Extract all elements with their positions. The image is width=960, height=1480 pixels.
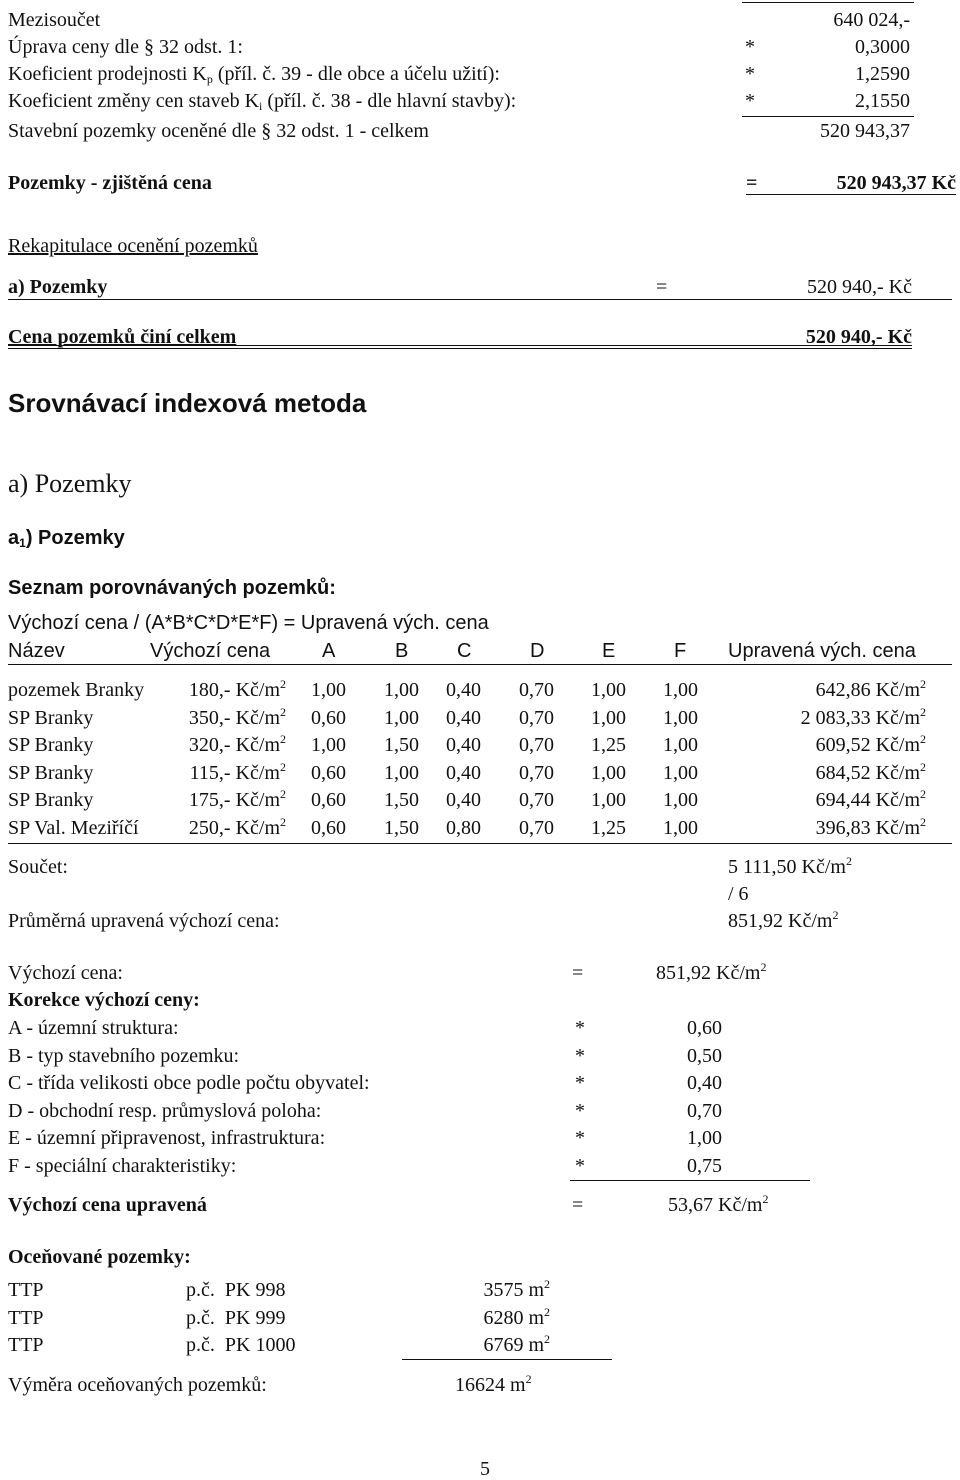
correction-row-op: * (575, 1155, 585, 1177)
table-cell-f: 1,00 (663, 706, 698, 729)
valued-row-parcel: p.č. PK 998 (186, 1279, 286, 1301)
correction-row-label: B - typ stavebního pozemku: (8, 1044, 240, 1067)
correction-title: Korekce výchozí ceny: (8, 989, 200, 1011)
table-cell-c: 0,40 (446, 734, 481, 757)
found-price-underline (746, 194, 956, 195)
valued-row-area: 6280 $m^2$ (483, 1304, 550, 1329)
valued-row-type: TTP (8, 1334, 44, 1357)
subtotal-label: Mezisoučet (8, 9, 101, 31)
table-bottom-rule (8, 843, 952, 844)
correction-row-label: E - územní připravenost, infrastruktura: (8, 1127, 326, 1150)
table-cell-e: 1,00 (591, 679, 626, 701)
table-cell-adjusted: 2 083,33 $Kč/m^2$ (800, 704, 926, 729)
valued-rule (402, 1359, 612, 1360)
base-price-value: 851,92 $Kč/m^2$ (656, 960, 767, 984)
correction-rule (570, 1180, 810, 1181)
table-cell-a: 1,00 (311, 734, 346, 757)
table-cell-d: 0,70 (519, 817, 554, 839)
adjusted-price-eq: = (572, 1194, 584, 1216)
method-title: Srovnávací indexová metoda (8, 388, 367, 418)
summary-row-value: 0,3000 (855, 36, 910, 58)
table-header-b: B (395, 640, 409, 662)
table-cell-e: 1,00 (591, 706, 626, 729)
table-cell-adjusted: 694,44 $Kč/m^2$ (815, 787, 926, 812)
recap-total-rule-2 (8, 348, 912, 349)
summary-row-op: * (745, 36, 755, 58)
valued-row-area: 3575 $m^2$ (483, 1277, 550, 1301)
correction-row-label: A - územní struktura: (8, 1017, 179, 1039)
summary-row-op: * (745, 63, 755, 85)
summary-total-label: Stavební pozemky oceněné dle § 32 odst. 1 - celkem (8, 120, 429, 142)
correction-row-value: 1,00 (687, 1127, 722, 1150)
table-header-c: C (457, 640, 472, 662)
found-price-value: 520 943,37 Kč (836, 172, 956, 194)
summary-row-label: Koeficient prodejnosti $K_p$ (příl. č. 39 - dle obce a účelu užití): (8, 63, 500, 86)
average-value: 851,92 $Kč/m^2$ (728, 908, 839, 932)
table-cell-f: 1,00 (663, 761, 698, 784)
table-cell-price: 115,- $Kč/m^2$ (189, 759, 286, 784)
table-header-rule (8, 664, 952, 665)
table-cell-d: 0,70 (519, 789, 554, 812)
table-cell-e: 1,00 (591, 789, 626, 812)
table-cell-d: 0,70 (519, 706, 554, 729)
table-cell-a: 0,60 (311, 817, 346, 839)
correction-row-label: F - speciální charakteristiky: (8, 1155, 237, 1177)
table-cell-b: 1,50 (384, 817, 419, 839)
table-cell-adjusted: 642,86 $Kč/m^2$ (815, 677, 926, 701)
summary-row-label: Koeficient změny cen staveb $K_i$ (příl. č. 38 - dle hlavní stavby): (8, 90, 517, 113)
table-cell-price: 175,- $Kč/m^2$ (188, 787, 286, 812)
table-cell-name: SP Branky (8, 706, 94, 729)
table-cell-adjusted: 609,52 $Kč/m^2$ (815, 732, 926, 757)
found-price-eq: = (746, 172, 758, 194)
table-cell-adjusted: 396,83 $Kč/m^2$ (815, 815, 926, 839)
table-cell-d: 0,70 (519, 761, 554, 784)
table-cell-e: 1,25 (591, 734, 626, 757)
sum-divisor: / 6 (728, 883, 749, 905)
table-cell-b: 1,00 (384, 761, 419, 784)
valued-title: Oceňované pozemky: (8, 1246, 191, 1268)
correction-row-op: * (575, 1017, 585, 1039)
table-cell-f: 1,00 (663, 679, 698, 701)
table-cell-e: 1,25 (591, 817, 626, 839)
sum-label: Součet: (8, 856, 68, 878)
correction-row-op: * (575, 1099, 585, 1122)
table-cell-price: 250,- $Kč/m^2$ (188, 815, 286, 839)
correction-row-value: 0,60 (687, 1017, 722, 1039)
recap-total-label: Cena pozemků činí celkem (8, 326, 237, 348)
subtotal-top-rule (742, 2, 914, 3)
table-cell-a: 1,00 (311, 679, 346, 701)
table-cell-a: 0,60 (311, 761, 346, 784)
table-cell-d: 0,70 (519, 734, 554, 757)
valued-row-parcel: p.č. PK 1000 (186, 1334, 296, 1357)
correction-row-label: D - obchodní resp. průmyslová poloha: (8, 1099, 322, 1122)
page-number: 5 (480, 1458, 490, 1480)
summary-row-label: Úprava ceny dle § 32 odst. 1: (8, 36, 243, 58)
correction-row-label: C - třída velikosti obce podle počtu obyvatel: (8, 1072, 370, 1095)
recap-row-rule (8, 299, 952, 300)
table-cell-a: 0,60 (311, 789, 346, 812)
summary-row-value: 2,1550 (855, 90, 910, 112)
table-header-d: D (530, 640, 545, 662)
summary-rule (742, 116, 914, 117)
correction-row-op: * (575, 1072, 585, 1095)
table-cell-c: 0,40 (446, 789, 481, 812)
adjusted-price-label: Výchozí cena upravená (8, 1194, 207, 1216)
table-header-a: A (322, 640, 336, 662)
section-a1-heading: $a_1$) Pozemky (8, 527, 125, 550)
comparison-list-title: Seznam porovnávaných pozemků: (8, 577, 336, 599)
table-cell-f: 1,00 (663, 789, 698, 812)
formula-text: Výchozí cena / (A*B*C*D*E*F) = Upravená vých. cena (8, 612, 489, 634)
recap-row-label: a) Pozemky (8, 276, 108, 298)
table-cell-name: SP Branky (8, 761, 94, 784)
table-header-e: E (602, 640, 616, 662)
table-cell-name: SP Branky (8, 789, 94, 812)
valued-row-parcel: p.č. PK 999 (186, 1306, 286, 1329)
table-cell-c: 0,80 (446, 817, 481, 839)
subtotal-value: 640 024,- (833, 9, 910, 31)
correction-row-op: * (575, 1127, 585, 1150)
recap-title: Rekapitulace ocenění pozemků (8, 235, 258, 257)
valued-total-value: 16624 $m^2$ (455, 1372, 532, 1396)
table-cell-c: 0,40 (446, 761, 481, 784)
table-cell-price: 320,- $Kč/m^2$ (188, 732, 286, 757)
table-cell-a: 0,60 (311, 706, 346, 729)
base-price-label: Výchozí cena: (8, 962, 123, 984)
average-label: Průměrná upravená výchozí cena: (8, 910, 280, 932)
table-cell-f: 1,00 (663, 734, 698, 757)
recap-total-value: 520 940,- Kč (805, 326, 912, 348)
table-cell-name: pozemek Branky (8, 679, 145, 701)
section-a-heading: a) Pozemky (8, 469, 132, 498)
sum-value: 5 111,50 $Kč/m^2$ (728, 854, 852, 878)
valued-row-area: 6769 $m^2$ (483, 1332, 550, 1357)
correction-row-value: 0,75 (687, 1155, 722, 1177)
recap-total-rule-1 (8, 345, 912, 346)
correction-row-value: 0,50 (687, 1044, 722, 1067)
base-price-eq: = (572, 962, 584, 984)
valued-total-label: Výměra oceňovaných pozemků: (8, 1374, 267, 1396)
summary-row-value: 1,2590 (855, 63, 910, 85)
summary-total-value: 520 943,37 (820, 120, 910, 142)
adjusted-price-value: 53,67 $Kč/m^2$ (668, 1192, 769, 1216)
table-header-name: Název (8, 640, 65, 662)
table-header-f: F (674, 640, 687, 662)
table-cell-e: 1,00 (591, 761, 626, 784)
table-cell-name: SP Branky (8, 734, 94, 757)
recap-row-value: 520 940,- Kč (807, 276, 912, 298)
table-cell-b: 1,00 (384, 706, 419, 729)
table-cell-b: 1,00 (384, 679, 419, 701)
table-cell-c: 0,40 (446, 679, 481, 701)
valued-row-type: TTP (8, 1306, 44, 1329)
found-price-label: Pozemky - zjištěná cena (8, 172, 212, 194)
valued-row-type: TTP (8, 1279, 44, 1301)
recap-row-eq: = (656, 276, 668, 298)
table-cell-price: 180,- $Kč/m^2$ (188, 677, 286, 701)
correction-row-op: * (575, 1044, 585, 1067)
correction-row-value: 0,40 (687, 1072, 722, 1095)
correction-row-value: 0,70 (687, 1099, 722, 1122)
table-header-adjusted: Upravená vých. cena (728, 640, 916, 662)
table-cell-b: 1,50 (384, 789, 419, 812)
summary-row-op: * (745, 90, 755, 112)
table-cell-d: 0,70 (519, 679, 554, 701)
table-cell-name: SP Val. Meziříčí (8, 817, 139, 839)
table-cell-adjusted: 684,52 $Kč/m^2$ (815, 759, 926, 784)
table-cell-c: 0,40 (446, 706, 481, 729)
table-cell-price: 350,- $Kč/m^2$ (188, 704, 286, 729)
table-cell-b: 1,50 (384, 734, 419, 757)
table-cell-f: 1,00 (663, 817, 698, 839)
table-header-price: Výchozí cena (150, 640, 271, 662)
